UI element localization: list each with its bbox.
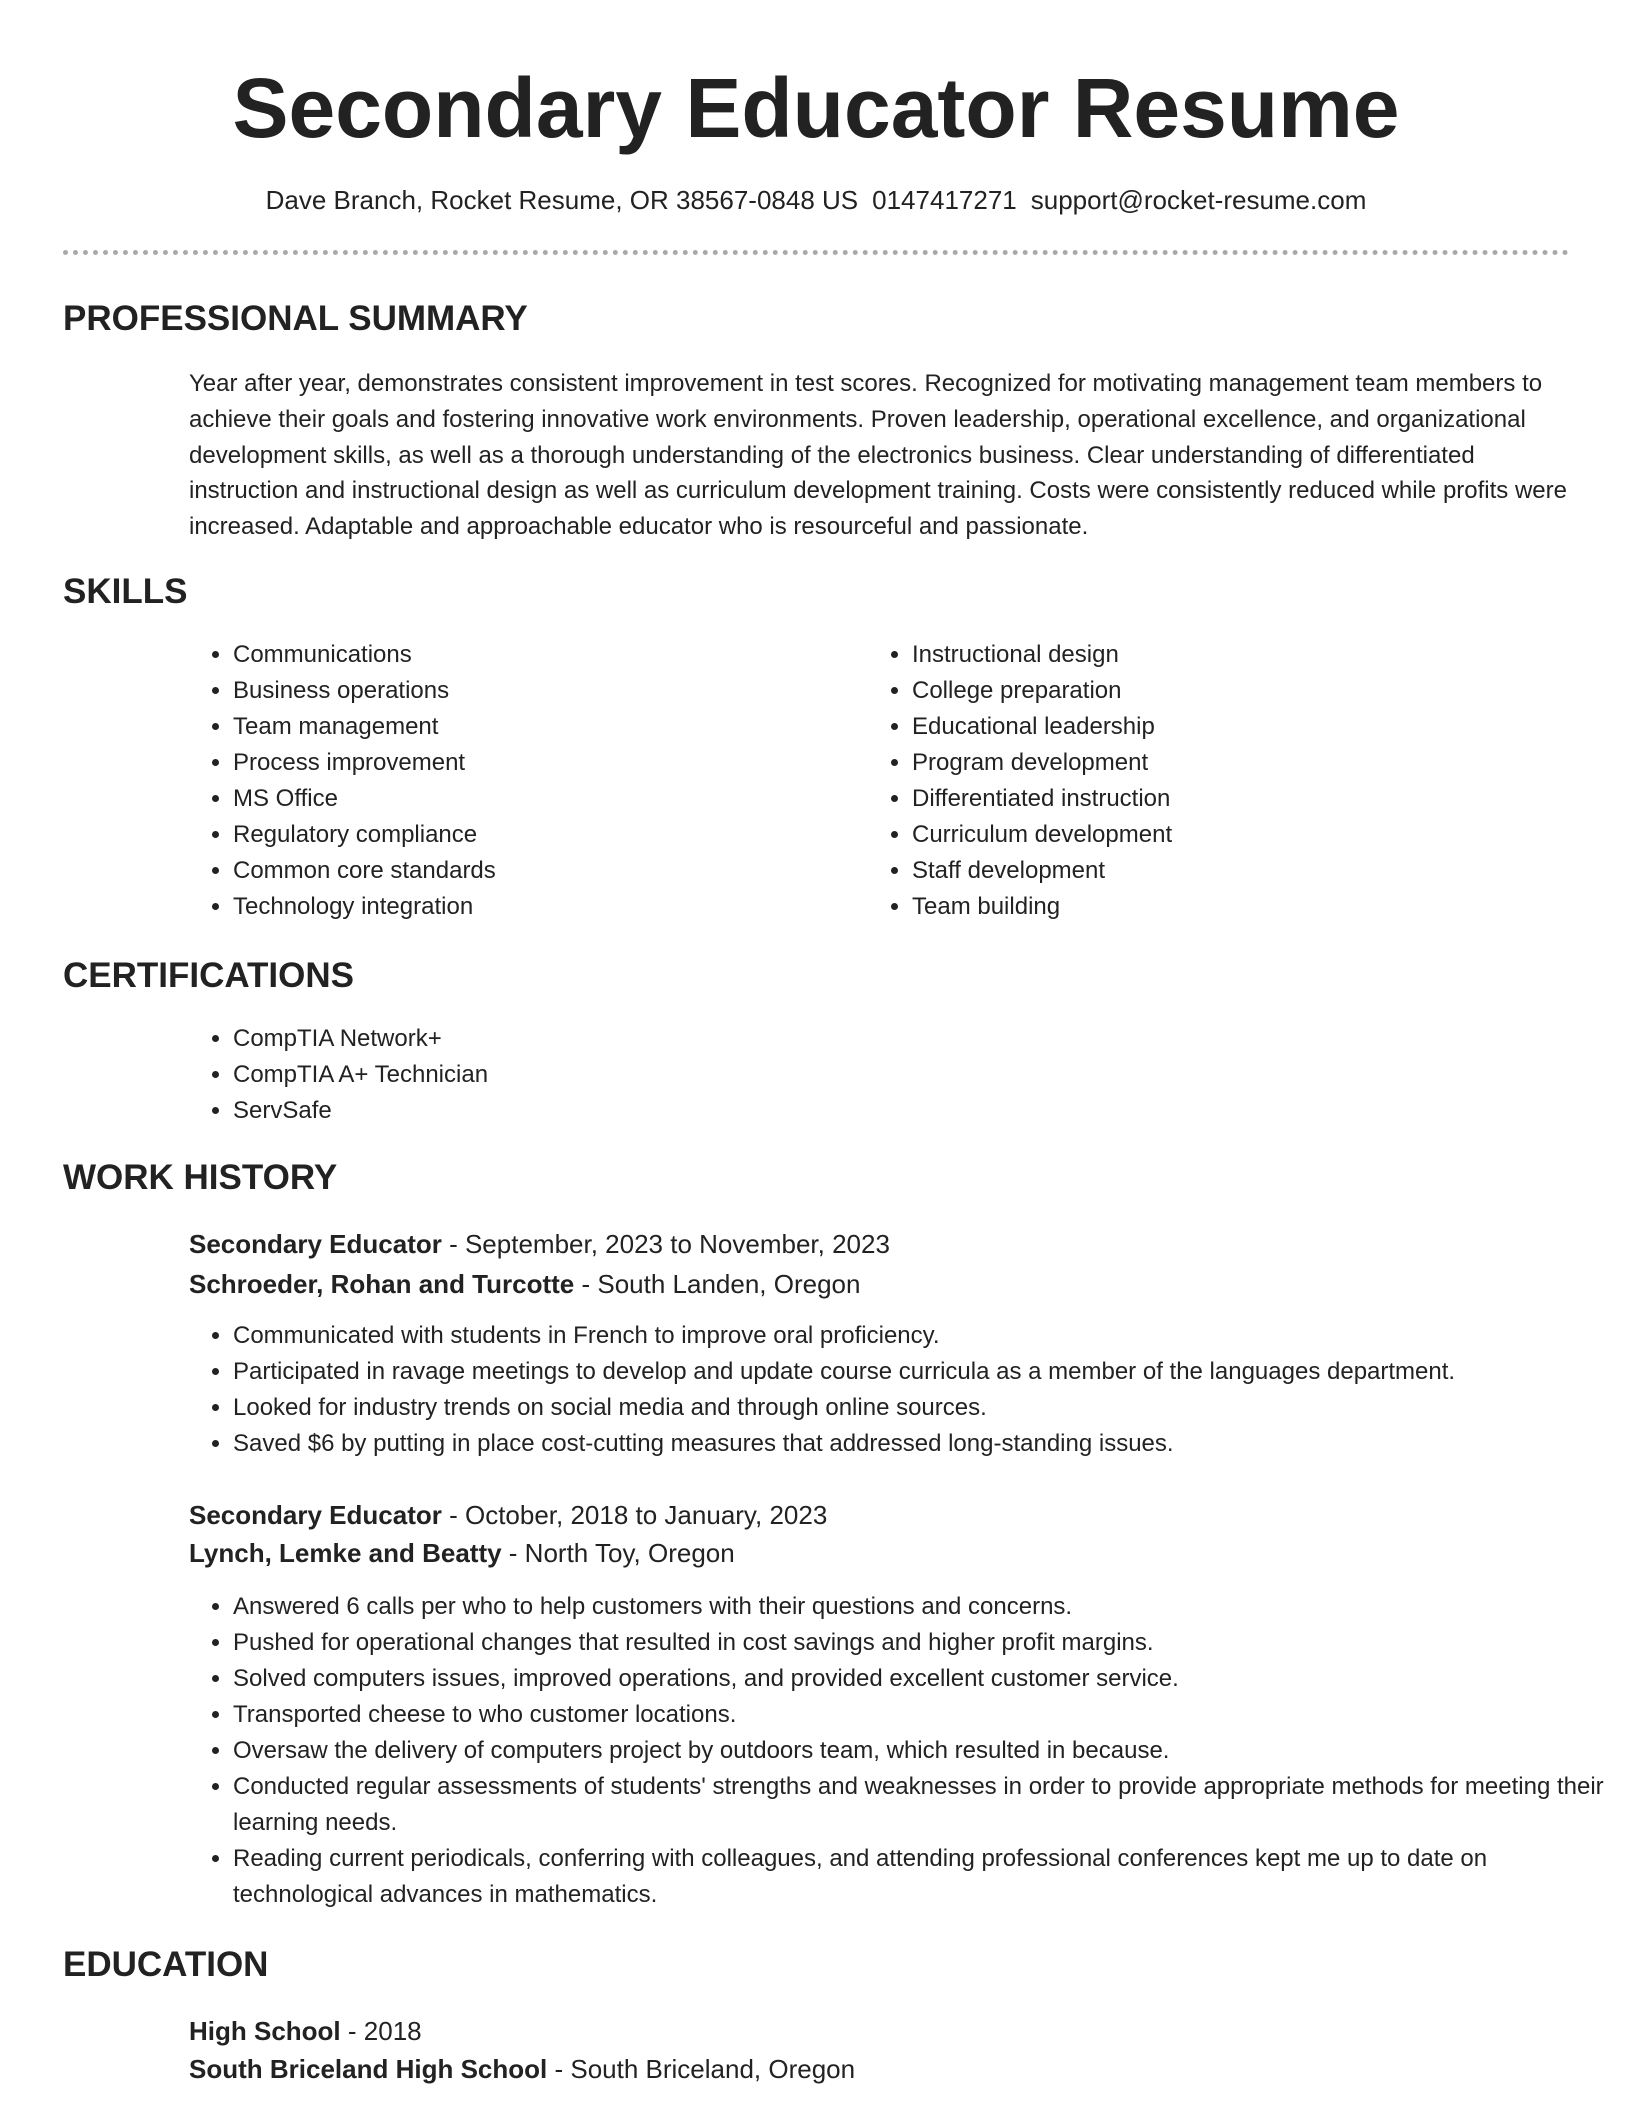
work-history-heading: WORK HISTORY (63, 1158, 338, 1197)
skill-item: • Instructional design (912, 637, 1532, 673)
job-location: - South Landen, Oregon (574, 1269, 861, 1299)
job-bullet: • Solved computers issues, improved operations, and provided excellent customer service. (233, 1661, 1613, 1697)
skill-item: • Process improvement (233, 745, 853, 781)
certification-item: • CompTIA Network+ (233, 1021, 1133, 1057)
education-heading: EDUCATION (63, 1945, 269, 1984)
job-bullets (189, 1589, 1613, 1913)
job-location: - North Toy, Oregon (501, 1538, 735, 1568)
job-bullets (189, 1318, 1613, 1462)
skill-item: • Team building (912, 889, 1532, 925)
job-bullet: • Answered 6 calls per who to help customers with their questions and concerns. (233, 1589, 1613, 1625)
skill-item: • Staff development (912, 853, 1532, 889)
job-title-line (189, 1496, 827, 1534)
job-bullet: • Looked for industry trends on social media and through online sources. (233, 1390, 1613, 1426)
job-company-line (189, 1265, 860, 1303)
job-dates: - October, 2018 to January, 2023 (441, 1500, 828, 1530)
job-company: Lynch, Lemke and Beatty (189, 1538, 502, 1568)
job-bullet: • Transported cheese to who customer locations. (233, 1697, 1613, 1733)
education-school: South Briceland High School (189, 2054, 548, 2084)
certifications-heading: CERTIFICATIONS (63, 956, 355, 995)
job-bullet: • Communicated with students in French to improve oral proficiency. (233, 1318, 1613, 1354)
skill-item: • Differentiated instruction (912, 781, 1532, 817)
contact-phone: 0147417271 (872, 185, 1017, 215)
contact-email: support@rocket-resume.com (1030, 185, 1367, 215)
job-bullet: • Conducted regular assessments of students' strengths and weaknesses in order to provide appropriate methods for meeting their learning needs. (233, 1769, 1613, 1841)
skill-item: • Program development (912, 745, 1532, 781)
education-location: - South Briceland, Oregon (547, 2054, 856, 2084)
skills-heading: SKILLS (63, 572, 188, 611)
job-bullet: • Oversaw the delivery of computers project by outdoors team, which resulted in because. (233, 1733, 1613, 1769)
skills-list-left (189, 637, 853, 925)
header-divider (63, 250, 1569, 255)
certification-item: • ServSafe (233, 1093, 1133, 1129)
job-title: Secondary Educator (189, 1500, 442, 1530)
skill-item: • Educational leadership (912, 709, 1532, 745)
education-degree: High School (189, 2016, 341, 2046)
job-title-line (189, 1225, 890, 1263)
skill-item: • Curriculum development (912, 817, 1532, 853)
certification-item: • CompTIA A+ Technician (233, 1057, 1133, 1093)
certifications-list (189, 1021, 1133, 1129)
job-title: Secondary Educator (189, 1229, 442, 1259)
job-bullet: • Reading current periodicals, conferring with colleagues, and attending professional conferences kept me up to date on technological advances in mathematics. (233, 1841, 1613, 1913)
skill-item: • MS Office (233, 781, 853, 817)
education-school-line (189, 2050, 855, 2088)
skills-list-right (868, 637, 1532, 925)
job-dates: - September, 2023 to November, 2023 (441, 1229, 890, 1259)
contact-address: Dave Branch, Rocket Resume, OR 38567-0848 US (265, 185, 859, 215)
skill-item: • Technology integration (233, 889, 853, 925)
skill-item: • Communications (233, 637, 853, 673)
education-year: - 2018 (340, 2016, 422, 2046)
contact-line (0, 182, 1632, 218)
skill-item: • Common core standards (233, 853, 853, 889)
job-bullet: • Saved $6 by putting in place cost-cutting measures that addressed long-standing issues. (233, 1426, 1613, 1462)
summary-text: Year after year, demonstrates consistent improvement in test scores. Recognized for motivating management team members to achieve their goals and fostering innovative work environments. Proven leadership, operational excellence, and organizational development skills, as well as a thorough understanding of the electronics business. Clear understanding of differentiated instruction and instructional design as well as curriculum development training. Costs were consistently reduced while profits were increased. Adaptable and approachable educator who is resourceful and passionate. (189, 370, 1567, 541)
job-bullet: • Participated in ravage meetings to develop and update course curricula as a member of the languages department. (233, 1354, 1613, 1390)
resume-title: Secondary Educator Resume (232, 61, 1400, 155)
summary-heading: PROFESSIONAL SUMMARY (63, 299, 528, 338)
skill-item: • Team management (233, 709, 853, 745)
skill-item: • Regulatory compliance (233, 817, 853, 853)
job-bullet: • Pushed for operational changes that resulted in cost savings and higher profit margins. (233, 1625, 1613, 1661)
job-company: Schroeder, Rohan and Turcotte (189, 1269, 575, 1299)
job-company-line (189, 1534, 735, 1572)
education-degree-line (189, 2012, 422, 2050)
skill-item: • Business operations (233, 673, 853, 709)
skill-item: • College preparation (912, 673, 1532, 709)
